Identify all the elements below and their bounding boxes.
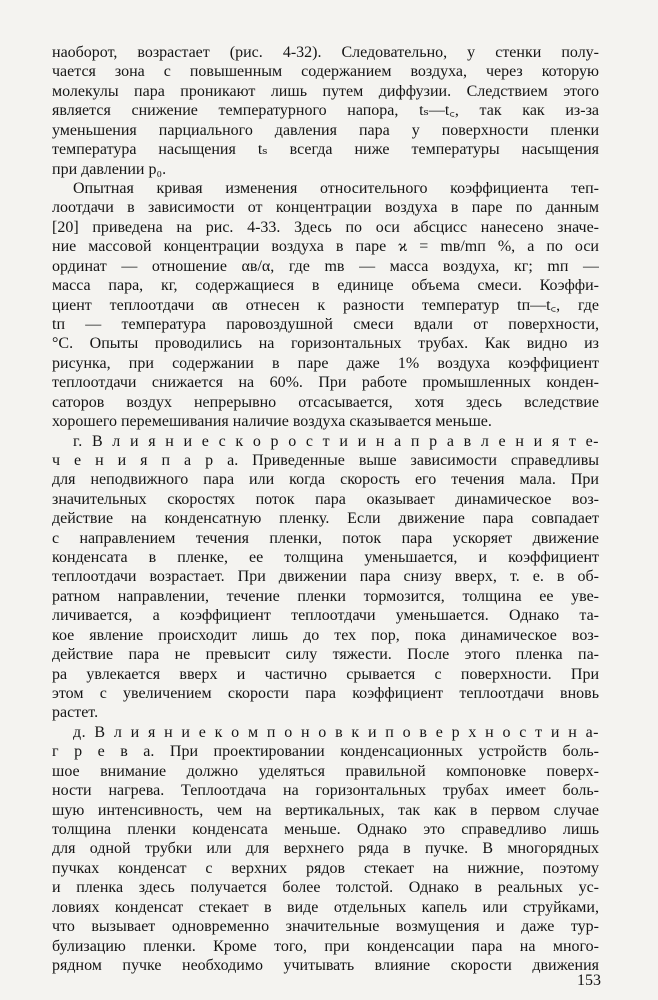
text-line: этом с увеличением скорости пара коэффициент теплоотдачи вновь [52, 685, 599, 703]
text-line: молекулы пара проникают лишь путем диффузии. Следствием этого [52, 82, 599, 100]
text-line: г р е в а. При проектировании конденсационных устройств боль- [52, 743, 599, 761]
text-line: и пленка здесь получается более толстой. Однако в реальных ус- [52, 879, 599, 897]
section-heading-surface-layout: д. В л и я н и е к о м п о н о в к и п о в е р х н о с т и н а- [73, 723, 599, 741]
text-line: лоотдачи в зависимости от концентрации воздуха в паре по данным [52, 199, 599, 217]
text-line: для одной трубки или для верхнего ряда в пучке. В многорядных [52, 840, 599, 858]
text-line: толщина пленки конденсата меньше. Однако это справедливо лишь [52, 821, 599, 839]
text-line: ч е н и я п а р а. Приведенные выше зависимости справедливы [52, 451, 599, 469]
text-line: ра увлекается вверх и частично срывается с поверхности. При [52, 665, 599, 683]
text-line: шую интенсивность, чем на вертикальных, так как в первом случае [52, 801, 599, 819]
text-line: теплоотдачи снижается на 60%. При работе промышленных конден- [52, 374, 599, 392]
text-line: ловиях конденсат стекает в виде отдельных капель или струйками, [52, 898, 599, 916]
text-line: при давлении p₀. [52, 160, 167, 178]
text-line: хорошего перемешивания наличие воздуха сказывается меньше. [52, 413, 492, 431]
text-line: чается зона с повышенным содержанием воздуха, через которую [52, 63, 599, 81]
text-line: наоборот, возрастает (рис. 4-32). Следовательно, у стенки полу- [52, 44, 599, 61]
text-line: булизацию пленки. Кроме того, при конденсации пара на много- [52, 937, 599, 955]
text-line: является снижение температурного напора, tₛ—t꜀, так как из-за [52, 102, 599, 120]
text-line: tп — температура паровоздушной смеси вдали от поверхности, [52, 315, 599, 333]
text-line: ние массовой концентрации воздуха в паре ϰ = mв/mп %, а по оси [52, 238, 599, 256]
text-line: что вызывает одновременно значительные возмущения и даже тур- [52, 918, 599, 936]
text-line: действие пара не превысит силу тяжести. После этого пленка па- [52, 646, 599, 664]
text-line: значительных скоростях поток пара оказывает динамическое воз- [52, 490, 599, 508]
text-line: ординат — отношение αв/α, где mв — масса воздуха, кг; mп — [52, 257, 599, 275]
paragraph-start: Опытная кривая изменения относительного коэффициента теп- [73, 179, 599, 197]
text-line: °С. Опыты проводились на горизонтальных трубах. Как видно из [52, 335, 599, 353]
page-number: 153 [577, 972, 601, 989]
text-line: кое явление происходит лишь до тех пор, пока динамическое воз- [52, 626, 599, 644]
text-line: саторов воздух непрерывно отсасывается, хотя здесь вследствие [52, 393, 599, 411]
section-heading-steam-velocity: г. В л и я н и е с к о р о с т и и н а п р а в л е н и я т е- [73, 432, 599, 450]
text-line: циент теплоотдачи αв отнесен к разности температур tп—t꜀, где [52, 296, 599, 314]
text-line: действие на конденсатную пленку. Если движение пара совпадает [52, 510, 599, 528]
text-line: личивается, а коэффициент теплоотдачи уменьшается. Однако та- [52, 607, 599, 625]
text-line: температура насыщения tₛ всегда ниже температуры насыщения [52, 141, 599, 159]
text-line: теплоотдачи возрастает. При движении пара снизу вверх, т. е. в об- [52, 568, 599, 586]
text-line: конденсата в пленке, ее толщина уменьшается, и коэффициент [52, 549, 599, 567]
text-line: рядном пучке необходимо учитывать влияние скорости движения [52, 957, 599, 974]
text-line: растет. [52, 704, 99, 722]
text-line: пучках конденсат с верхних рядов стекает на нижние, поэтому [52, 859, 599, 877]
text-line: уменьшения парциального давления пара у поверхности пленки [52, 121, 599, 139]
text-line: шое внимание должно уделяться правильной компоновке поверх- [52, 762, 599, 780]
text-line: ратном направлении, течение пленки тормозится, толщина ее уве- [52, 587, 599, 605]
text-line: с направлением течения пленки, поток пара ускоряет движение [52, 529, 599, 547]
text-line: [20] приведена на рис. 4-33. Здесь по оси абсцисс нанесено значе- [52, 218, 599, 236]
text-line: масса пара, кг, содержащиеся в единице объема смеси. Коэффи- [52, 277, 599, 295]
text-line: ности нагрева. Теплоотдача на горизонтальных трубах имеет боль- [52, 782, 599, 800]
text-line: рисунка, при содержании в паре даже 1% воздуха коэффициент [52, 354, 599, 372]
text-line: для неподвижного пара или когда скорость его течения мала. При [52, 471, 599, 489]
